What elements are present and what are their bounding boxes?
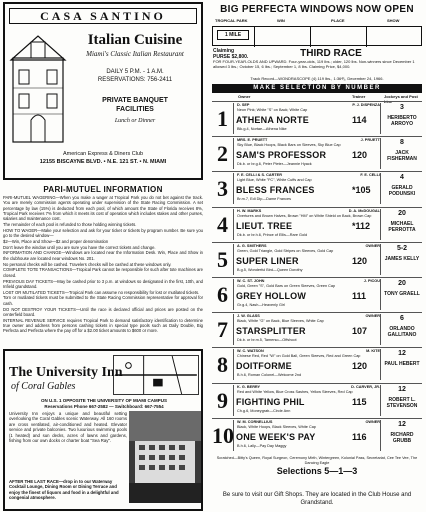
program-number: 8	[212, 349, 234, 380]
jockey-name: GERALD PODUNSKI	[388, 185, 416, 198]
parimutuel-paragraph: COMPLETE TOTE TRANSACTIONS—Tropical Park cannot be responsible for such after tote machines are closed.	[3, 267, 203, 278]
inn-building-photo	[129, 411, 201, 503]
owner-name: W. M. CORNELLIUS	[237, 419, 273, 424]
casa-lunch: Lunch or Dinner	[114, 118, 156, 124]
jockey-name: HERIBERTO ARROYO	[387, 115, 417, 127]
silks-description: Sky Blue, Black Hoops, Black Bars on Sleeves, Sky Blue Cap	[237, 143, 341, 148]
jockey-name: MICHAEL PERROTTA	[388, 220, 416, 233]
morning-line: 4	[400, 174, 404, 182]
entry-divider	[380, 279, 381, 310]
horse-entry	[212, 312, 422, 346]
trainer-name: D. CARVER, JR.	[351, 384, 380, 389]
silks-description: Red and White Yellow, Blue Cross Sashes, Yellow Sleeves, Red Cap	[237, 389, 353, 394]
distance-tag: 1 MILE	[217, 30, 249, 40]
left-column	[3, 2, 203, 508]
inn-address	[9, 398, 199, 410]
trainer-name: J. PRUETT	[360, 138, 380, 143]
horse-weight: 107	[352, 326, 368, 337]
morning-line: 20	[398, 209, 406, 217]
horse-entry	[212, 347, 422, 381]
program-number: 2	[212, 138, 234, 169]
silks-description: Neon Pink; White "S" on Back; White Cap	[237, 108, 308, 112]
parimutuel-paragraph: INFORMATION AND CHANGE—Windows are located near the Information Desk. Win, Place and Show in the clubhouse are located near windows No. 201.	[3, 250, 203, 261]
silks-description: Chinese Red, Red "W" on Gold Ball, Green Sleeves, Red and Green Cap	[237, 354, 361, 359]
trainer-name: OWNER	[365, 419, 380, 424]
track-record: Track Record—WONDRASCOPE (4) 119 lbs., 1:36⅘, December 24, 1966.	[250, 76, 384, 81]
parimutuel-paragraph: HOW TO WAGER—Make your selection and ask for your ticket or tickets by program number. Be sure you go to the desired window—	[3, 227, 203, 238]
pedigree: Br.m.7, Edi Dip—Dame Frances	[237, 197, 292, 202]
entry-divider	[380, 244, 381, 275]
horse-name: ATHENA NORTE	[236, 115, 309, 125]
entry-divider	[380, 385, 381, 416]
pedigree: Dk.b. or br.g.6, Peter Pieter—Jeannie Hyack	[237, 162, 312, 167]
horse-name: FIGHTING PHIL	[236, 396, 305, 407]
owner-name: K. G. BERRY	[237, 384, 261, 389]
owner-name: D. SEP	[237, 103, 250, 107]
owner-name: J. W. GLASS	[237, 314, 260, 319]
jockey-name: JAMES KELLY	[384, 255, 420, 262]
col-jockey: Jockeys and Post Line	[384, 94, 418, 104]
casa-hours-line: DAILY 5 P.M. - 1 A.M.	[106, 69, 164, 75]
inn-name-sub: of Coral Gables	[11, 381, 76, 392]
jockey-name: ORLANDO GALLITANO	[387, 326, 417, 339]
horse-weight: 120	[352, 361, 368, 372]
scratched-list: Scratched—Bitty's Queen, Royal Surgeon, Ceremony Mirth, Wintergreen, Kolonial Pass, Secretariat, Cee Tee Vee, The Dancing Eagle	[216, 456, 418, 465]
bet-record-box	[212, 26, 422, 46]
horse-name: SUPER LINER	[236, 255, 299, 266]
bet-cell-win	[255, 27, 311, 47]
horse-entry	[212, 101, 422, 135]
trainer-name: D. A. McDOUGAL	[348, 208, 380, 213]
trainer-name: P. J. DISPENZA	[352, 103, 380, 107]
morning-line: 12	[398, 385, 406, 393]
morning-line: 12	[398, 350, 406, 358]
program-number: 1	[212, 103, 234, 134]
parimutuel-paragraph: INTERNAL REVENUE SERVICE requires Tropical Park to demand satisfactory identification to determine true owner and address from persons cashing tickets in special type pools such as Daily Double, Big Perfecta and Perfecta where the pay off for a $2.00 ticket amounts to $600 or more.	[3, 317, 203, 334]
parimutuel-paragraph: Don't leave the window until you are sure you have the correct tickets and change.	[3, 244, 156, 250]
purse: PURSE $2,800.	[213, 54, 249, 60]
restaurant-building-illustration	[9, 28, 67, 144]
horse-entry	[212, 242, 422, 276]
casa-hours	[71, 68, 199, 84]
silks-description: Green, Gold Triangle, Gold Stripes on Sleeves, Gold Cap	[237, 248, 334, 253]
col-owner: Owner	[238, 94, 251, 99]
silks-description: Light Blue, White "FC", White Cuffs and Cap	[237, 178, 312, 183]
pedigree: B.h.6, Lally—Pay Day Maggy	[237, 443, 287, 448]
casa-banquet	[71, 96, 199, 114]
trainer-name: OWNER	[365, 243, 380, 248]
casa-subtitle: Miami's Classic Italian Restaurant	[86, 50, 184, 58]
parimutuel-paragraph: LOST OR MUTILATED TICKETS—Tropical Park can assume no responsibility for lost or mutilated tickets.	[3, 289, 200, 295]
parimutuel-paragraph: DO NOT DESTROY YOUR TICKETS—Until the race is declared official and prices are posted on the centerfield board.	[3, 306, 203, 317]
program-number: 6	[212, 279, 234, 310]
university-inn-ad	[3, 349, 203, 511]
horse-entry	[212, 277, 422, 311]
race-program	[211, 2, 423, 510]
pedigree: Blk.g.4, Nortae—Athena Nike	[237, 127, 287, 131]
morning-line: 6	[400, 315, 404, 323]
horse-name: ONE WEEK'S PAY	[236, 431, 316, 442]
morning-line: 5-2	[396, 244, 408, 252]
bet-column-headers	[211, 18, 423, 26]
program-number: 9	[212, 385, 234, 416]
conditions-text: FOR FOUR-YEAR-OLDS AND UPWARD. Four-year-olds, 119 lbs.; older, 120 lbs. Non-winners since December 1 allowed 3 lbs.; October 15, 6 lbs.; September 1, 8 lbs. Claiming Price, $4,000.	[213, 59, 415, 69]
horse-name: DOITFORME	[236, 361, 292, 372]
casa-banquet-line2: FACILITIES	[116, 106, 154, 113]
horse-name: LIEUT. TREE	[236, 220, 293, 231]
pedigree: B.h.6, Roman Colonel—Welcome 2nd	[237, 373, 302, 378]
col-show: SHOW	[387, 18, 400, 23]
bet-cell-distance	[213, 27, 255, 47]
claiming-label: Claiming	[213, 48, 235, 54]
owner-name: F. E. CELLI & S. CARTER	[237, 173, 282, 178]
program-number: 10	[212, 420, 234, 451]
silks-description: Black, White Hoops, Black Sleeves, White Cap	[237, 424, 316, 429]
program-number: 4	[212, 209, 234, 240]
horse-weight: 116	[352, 431, 367, 442]
casa-banquet-line1: PRIVATE BANQUET	[102, 97, 168, 104]
make-selection-banner: MAKE SELECTION BY NUMBER	[212, 84, 422, 93]
horse-entry	[212, 136, 422, 170]
trainer-name: M. KITE	[366, 349, 380, 354]
horse-name: BLESS FRANCES	[236, 185, 315, 196]
casa-footer	[9, 150, 197, 166]
col-trainer: Trainer	[352, 94, 366, 99]
parimutuel-paragraph: PREVIOUS DAY TICKETS—May be cashed prior to 3 p.m. at windows so designated in the first, 10th, and Infield grandstand.	[3, 278, 203, 289]
parimutuel-paragraph: No personal checks will be cashed. Travelers checks will be cashed at these windows only.	[3, 261, 172, 267]
casa-santino-ad	[3, 2, 203, 180]
horse-entry	[212, 171, 422, 205]
trainer-name: OWNER	[365, 314, 380, 319]
selections: Selections 5—1—3	[276, 466, 358, 476]
silks-description: Black, White "G" on Back, Blue Sleeves, White Cap	[237, 319, 324, 324]
gift-shop-note: Be sure to visit our Gift Shops. They are located in the Club House and Grandstand.	[222, 492, 412, 506]
horse-name: STARSPLITTER	[236, 326, 306, 337]
entries-list	[212, 101, 422, 454]
col-track: TROPICAL PARK	[215, 18, 248, 23]
parimutuel-title: PARI-MUTUEL INFORMATION	[43, 185, 163, 194]
entry-divider	[380, 138, 381, 169]
race-title: THIRD RACE	[300, 48, 362, 59]
casa-address: 12155 BISCAYNE BLVD. • N.E. 121 ST. • N. MIAMI	[39, 159, 167, 165]
inn-after-race: AFTER THE LAST RACE—drop in to our Waterway Cocktail Lounge, Dining Room or Dining Terrace and enjoy the finest of liquors and food in a delightful and congenial atmosphere.	[9, 479, 119, 501]
owner-name: W. C. ST. JOHN	[237, 279, 265, 283]
entry-divider	[380, 314, 381, 345]
entry-divider	[380, 420, 381, 451]
pedigree: Ch.g.6, Moneygrab—Circle Ann	[237, 408, 291, 413]
casa-banner: CASA SANTINO	[9, 8, 197, 24]
parimutuel-paragraph: Torn or mutilated tickets must be submitted to the State Racing Commission representative for approval for cash.	[3, 295, 203, 306]
silks-description: Gold, Green "S", Gold Bars on Green Sleeves, Green Cap	[237, 284, 336, 288]
jockey-name: JACK FISHERMAN	[387, 150, 417, 163]
pedigree: Dk.b. or br.m.5, Tamerso—Offshoot	[237, 338, 297, 343]
casa-cards-line: American Express & Diners Club	[62, 151, 144, 157]
entries-column-headers	[212, 94, 422, 104]
entry-divider	[380, 349, 381, 380]
col-win: WIN	[277, 18, 285, 23]
entry-divider	[380, 173, 381, 204]
horse-weight: 111	[352, 291, 367, 301]
entry-divider	[380, 209, 381, 240]
big-perfecta-header: BIG PERFECTA WINDOWS NOW OPEN	[220, 4, 414, 15]
horse-weight: 120	[352, 255, 368, 266]
horse-weight: *105	[352, 185, 371, 196]
pedigree: B.g.5, Wonderful Bird—Queen Dorothy	[237, 267, 303, 272]
parimutuel-paragraph: The remainder of each pool is refunded to those holding winning tickets.	[3, 221, 137, 227]
horse-weight: 115	[352, 396, 367, 407]
horse-name: GREY HOLLOW	[236, 291, 307, 301]
col-place: PLACE	[331, 18, 345, 23]
horse-weight: 120	[352, 150, 368, 161]
pedigree: Dk.b. or br.h.6, Prince of Ellis—Rare Gold	[237, 232, 308, 237]
inn-phones: Reservations Phone 667-2582 — Switchboard: 667-7554	[44, 404, 164, 409]
program-number: 5	[212, 244, 234, 275]
casa-title: Italian Cuisine	[87, 32, 183, 48]
casa-reservations: RESERVATIONS: 756-2411	[97, 77, 173, 83]
bet-cell-place	[311, 27, 367, 47]
morning-line: 3	[400, 104, 404, 111]
horse-weight: *112	[352, 220, 371, 231]
horse-weight: 114	[352, 115, 367, 125]
jockey-name: TONY GRAELL	[384, 291, 420, 297]
pedigree: Gr.g.4, Nash—Heavenly Girl	[237, 303, 285, 307]
morning-line: 8	[400, 139, 404, 147]
morning-line: 20	[398, 280, 406, 287]
morning-line: 12	[398, 420, 406, 428]
inn-address-line: ON U.S. 1 OPPOSITE THE UNIVERSITY OF MIAMI CAMPUS	[41, 398, 167, 403]
entry-divider	[380, 103, 381, 134]
horse-entry	[212, 207, 422, 241]
horse-name: SAM'S PROFESSOR	[236, 150, 327, 161]
program-number: 7	[212, 314, 234, 345]
parimutuel-paragraph: $2—Win, Place and Show—$2 and proper denomination	[3, 238, 109, 244]
program-number: 3	[212, 173, 234, 204]
horse-entry	[212, 418, 422, 452]
trainer-name: F. E. CELLI	[360, 173, 380, 178]
horse-entry	[212, 383, 422, 417]
owner-name: MRS. E. PRUETT	[237, 138, 268, 143]
inn-body: University Inn enjoys a unique and beautiful setting overlooking the Coral Gables scenic Waterway. All 160 rooms are cross ventilated, air-conditioned and heated. Elevator service and private balconies. Two luxurious swimming pools (1 heated) and sun decks, acres of lawns and gardens, fishing from our own docks or charter boat "Sea Ray".	[9, 411, 127, 444]
jockey-name: RICHARD GRUBB	[390, 431, 414, 444]
parimutuel-paragraph: PARI-MUTUEL WAGERING—When you make a wager at Tropical Park you do not bet against the track. You are merely commission agents operating under supervision of the State Racing Commission. A set percentage by law (15%) is deducted from each pool, of which amount the State of Florida receives 8%, Tropical Park receives 7% from which it meets its cost of operation which includes stakes and other purses, salaries and maintenance cost.	[3, 195, 203, 221]
trainer-name: J. PICOU	[363, 279, 380, 283]
jockey-name: ROBERT L. STEVENSON	[386, 396, 418, 409]
owner-name: H. W. MARKS	[237, 208, 262, 213]
silks-description: Overtures and Brown Halves, Brown "HM" on White Shield on Back, Brown Cap	[237, 213, 372, 218]
jockey-name: PAUL HEBERT	[384, 361, 420, 368]
inn-name: The University Inn	[9, 365, 123, 380]
owner-name: A. G. SMITHERS	[237, 243, 267, 248]
location-map-icon	[113, 355, 199, 395]
owner-name: W. C. WATSON	[237, 349, 264, 354]
